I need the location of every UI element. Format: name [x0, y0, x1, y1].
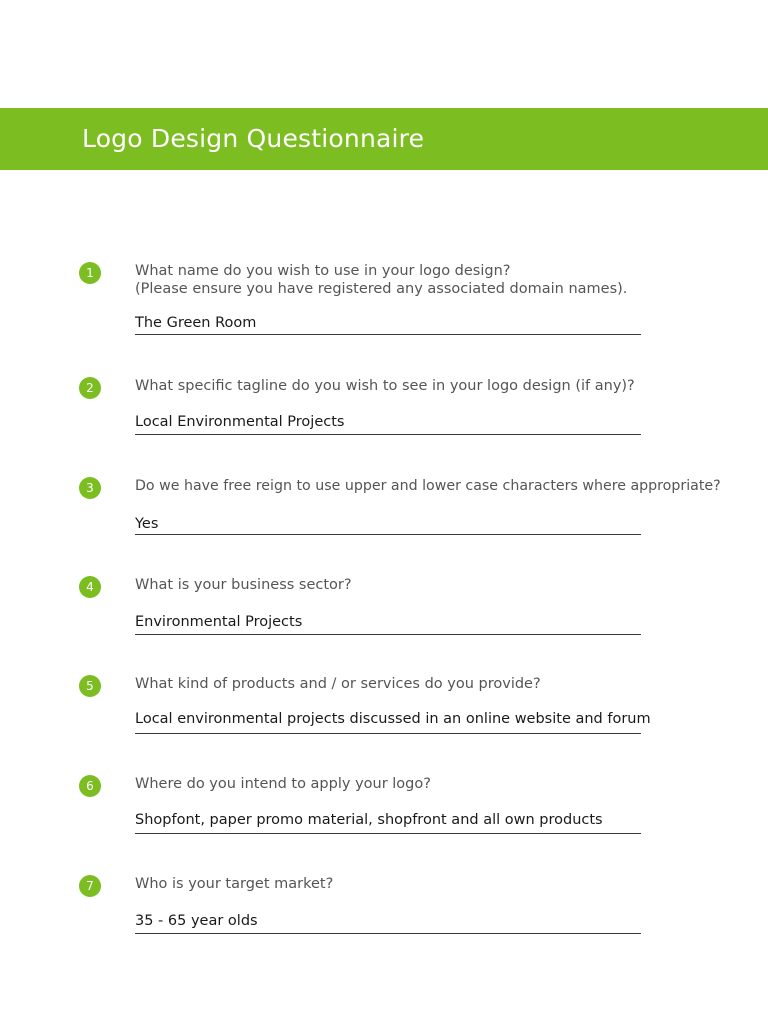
answer-underline	[135, 334, 641, 335]
question-number-badge: 7	[79, 875, 101, 897]
question-number-badge: 5	[79, 675, 101, 697]
question-text: What kind of products and / or services do you provide?	[135, 676, 541, 692]
answer-field[interactable]: Environmental Projects	[135, 614, 303, 630]
answer-field[interactable]: Shopfont, paper promo material, shopfront and all own products	[135, 812, 603, 828]
question-text: What specific tagline do you wish to see in your logo design (if any)?	[135, 378, 635, 394]
answer-underline	[135, 933, 641, 934]
answer-underline	[135, 434, 641, 435]
question-number-badge: 4	[79, 576, 101, 598]
question-text	[135, 262, 627, 298]
answer-underline	[135, 733, 641, 734]
answer-field[interactable]: Local Environmental Projects	[135, 414, 345, 430]
question-number-badge: 2	[79, 377, 101, 399]
question-text: What is your business sector?	[135, 577, 352, 593]
question-text: Who is your target market?	[135, 876, 334, 892]
question-number-badge: 6	[79, 775, 101, 797]
answer-underline	[135, 833, 641, 834]
question-line-2: (Please ensure you have registered any associated domain names).	[135, 281, 628, 297]
question-number-badge: 3	[79, 477, 101, 499]
answer-field[interactable]: The Green Room	[135, 315, 257, 331]
answer-underline	[135, 534, 641, 535]
question-line-1: What name do you wish to use in your logo design?	[135, 263, 511, 279]
answer-field[interactable]: 35 - 65 year olds	[135, 913, 258, 929]
answer-underline	[135, 634, 641, 635]
question-number-badge: 1	[79, 262, 101, 284]
answer-field[interactable]: Yes	[135, 516, 159, 532]
question-text: Do we have free reign to use upper and lower case characters where appropriate?	[135, 478, 721, 494]
page-title: Logo Design Questionnaire	[82, 124, 425, 153]
question-text: Where do you intend to apply your logo?	[135, 776, 431, 792]
answer-field[interactable]: Local environmental projects discussed in an online website and forum	[135, 711, 651, 727]
